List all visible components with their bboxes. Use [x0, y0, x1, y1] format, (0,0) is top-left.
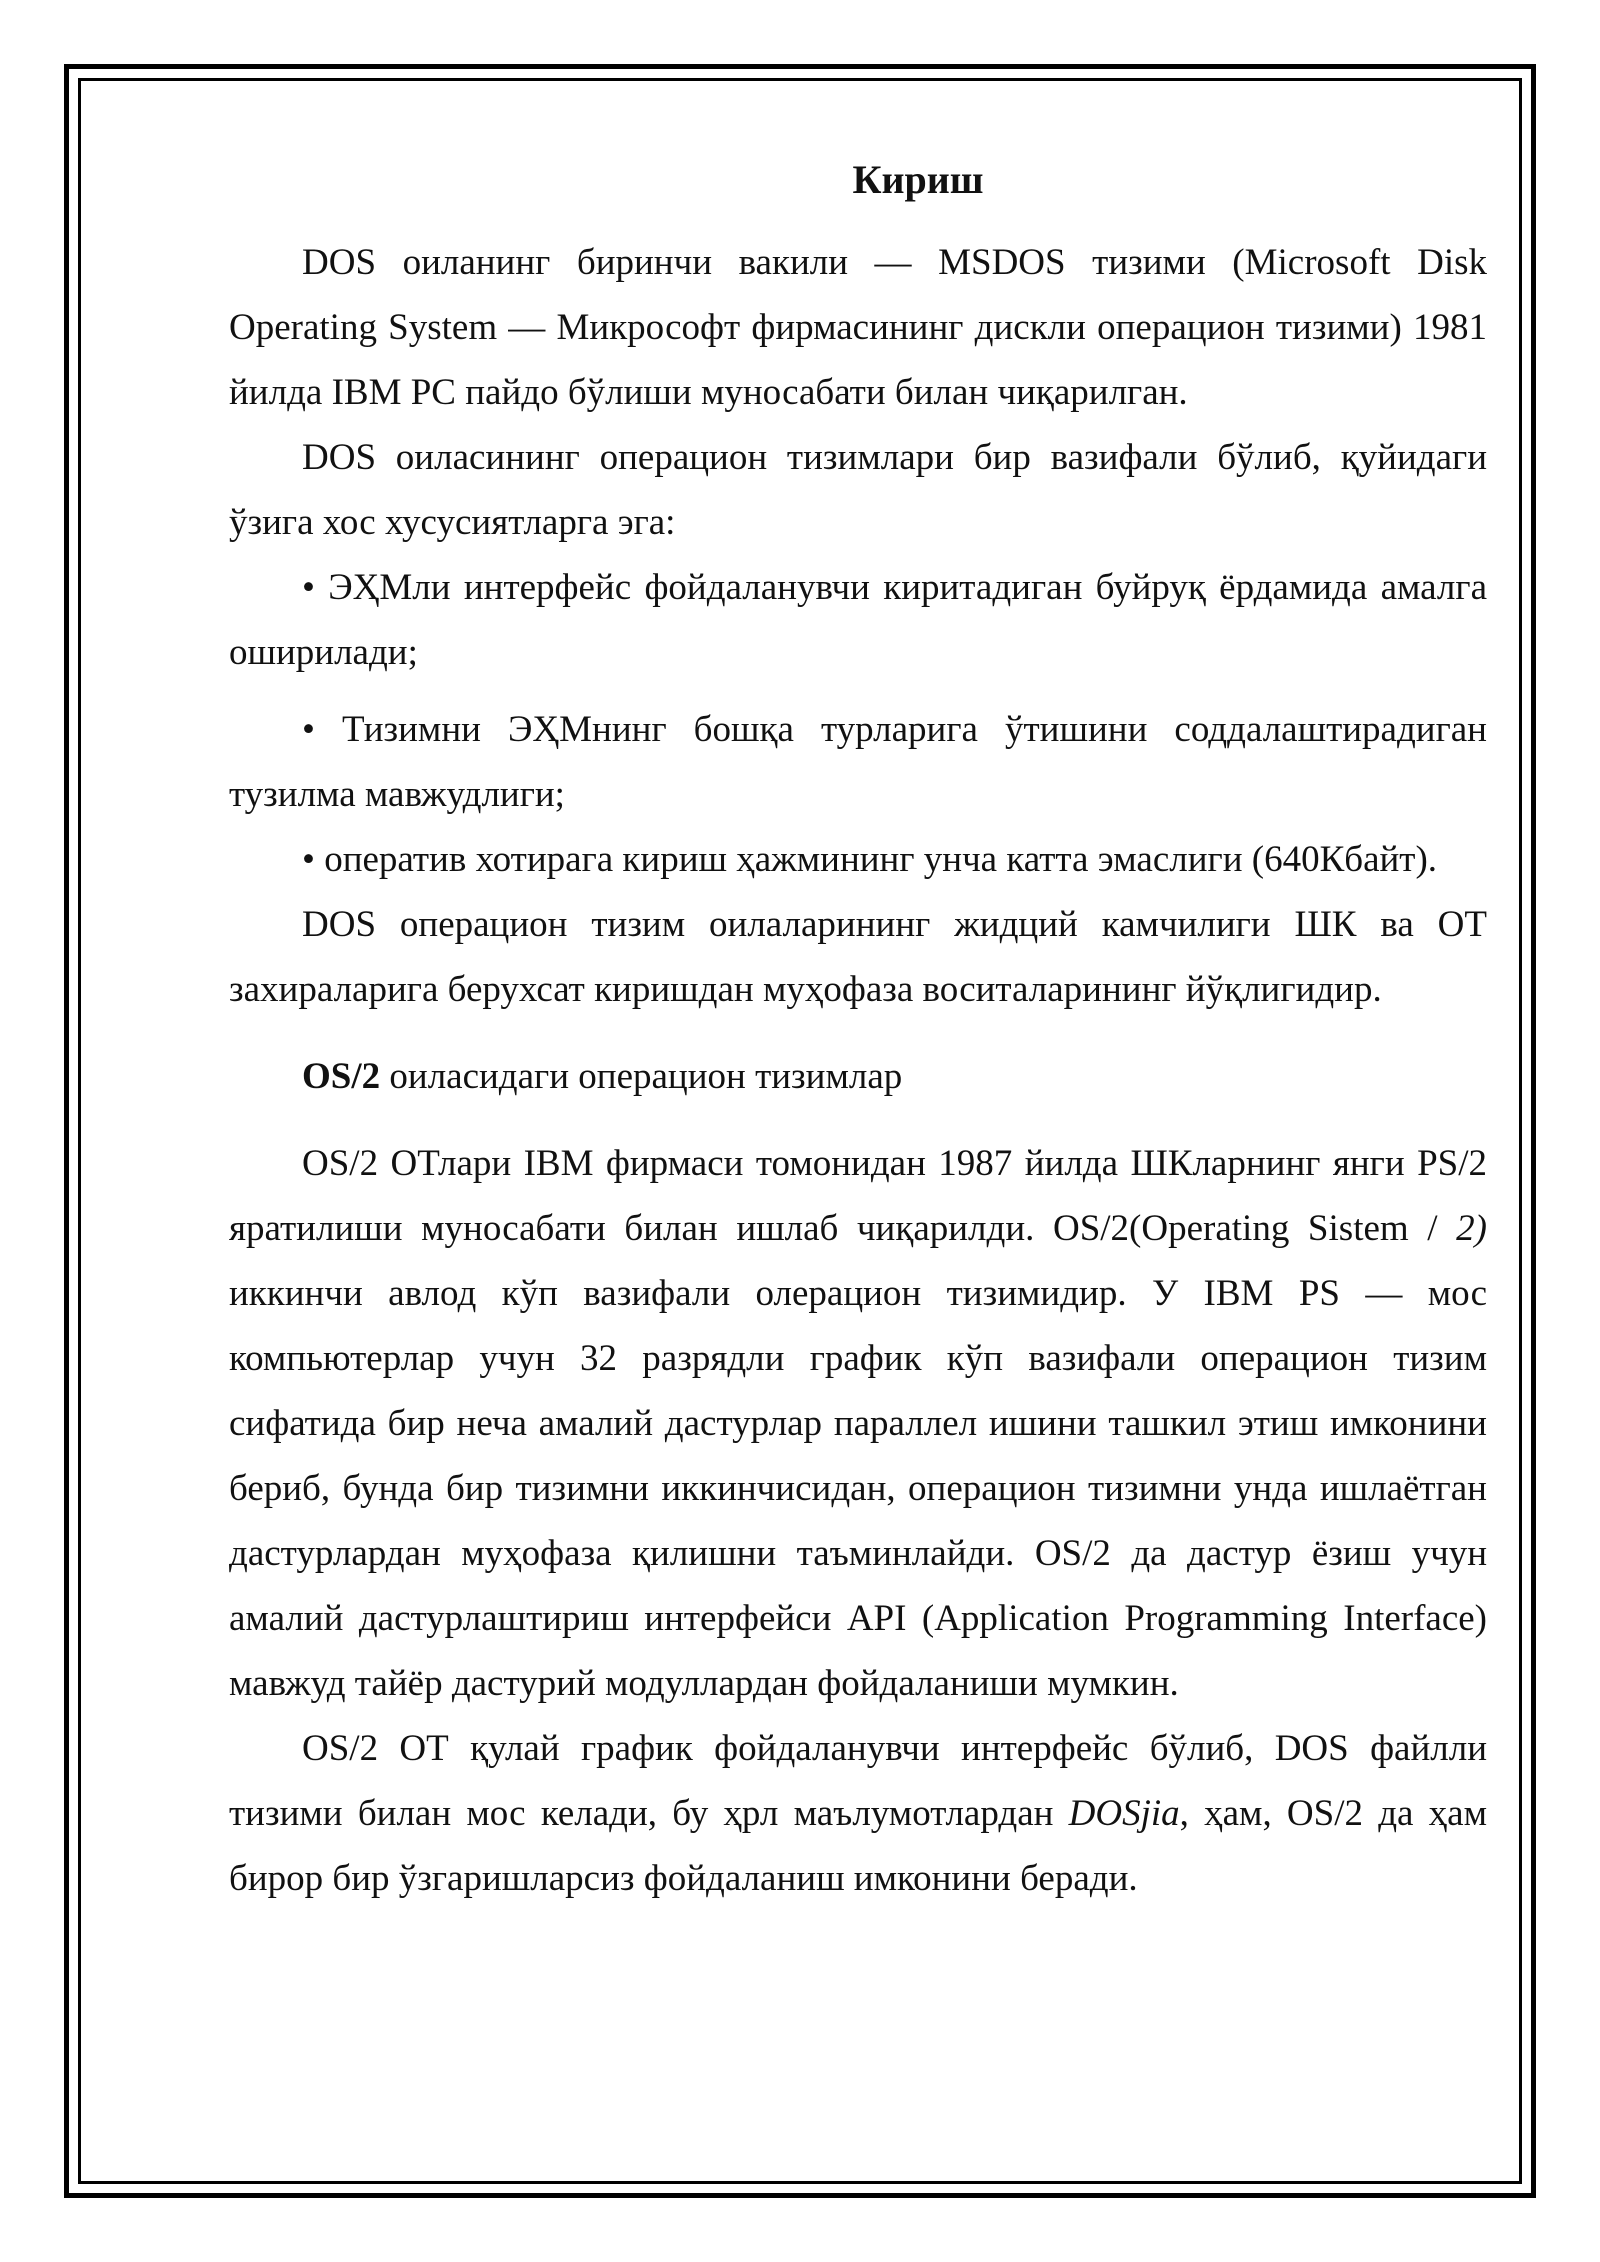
paragraph-msdos: DOS оиланинг биринчи вакили — MSDOS тизими (Microsoft Disk Operating System — Микрософт фирмасининг дискли операцион тизими) 1981 йилда IBM PC пайдо бўлиши муносабати билан чиқарилган. — [229, 242, 1487, 413]
text-run: OS/2 ОТлари IBM фирмаси томонидан 1987 йилда ШКларнинг янги PS/2 яратилиши муносабати билан ишлаб чиқарилди. OS/2(Operating Sistem / — [229, 1143, 1487, 1249]
text-run: OS/2 ОТ қулай график фойдаланувчи интерфейс бўлиб, DOS файлли тизими билан мос келади, бу ҳрл маълумотлардан — [229, 1728, 1487, 1834]
heading-label: оиласидаги операцион тизимлар — [380, 1056, 903, 1097]
paragraph-dos-drawback: DOS операцион тизим оилаларининг жидций камчилиги ШК ва ОТ захираларига берухсат киришдан муҳофаза воситаларининг йўқлигидир. — [229, 904, 1487, 1010]
page-title: Кириш — [852, 157, 984, 202]
paragraph-dos-features: DOS оиласининг операцион тизимлари бир вазифали бўлиб, қуйидаги ўзига хос хусусиятларга эга: — [229, 437, 1487, 543]
document-body — [229, 150, 1487, 1911]
list-item-memory: • оператив хотирага кириш ҳажмининг унча катта эмаслиги (640Кбайт). — [302, 839, 1438, 880]
text-run: иккинчи авлод кўп вазифали олерацион тизимидир. У IBM PS — мос компьютерлар учун 32 разрядли график кўп вазифали операцион тизим сифатида бир неча амалий дастурлар параллел ишини ташкил этиш имконини бериб, бунда бир тизимни иккинчисидан, операцион тизимни унда ишлаётган дастурлардан муҳофаза қилишни таъминлайди. OS/2 да дастур ёзиш учун амалий дастурлаштириш интерфейси API (Application Programming Interface) мавжуд тайёр дастурий модуллардан фойдаланиши мумкин. — [229, 1273, 1487, 1704]
list-item-interface: • ЭҲМли интерфейс фойдаланувчи киритадиган буйруқ ёрдамида амалга оширилади; — [229, 567, 1487, 673]
emphasis-run: 2) — [1456, 1208, 1487, 1249]
paragraph-os2-gui — [229, 1716, 1487, 1911]
list-item-portability: • Тизимни ЭҲМнинг бошқа турларига ўтишини соддалаштирадиган тузилма мавжудлиги; — [229, 709, 1487, 815]
text-run: , ҳам, OS/2 да ҳам бирор бир ўзгаришларсиз фойдаланиш имконини беради. — [229, 1793, 1488, 1899]
emphasis-run: DOSjia — [1068, 1793, 1180, 1834]
section-heading-os2 — [229, 1044, 1487, 1109]
heading-bold-label: OS/2 — [302, 1056, 381, 1097]
paragraph-os2-intro — [229, 1131, 1487, 1716]
